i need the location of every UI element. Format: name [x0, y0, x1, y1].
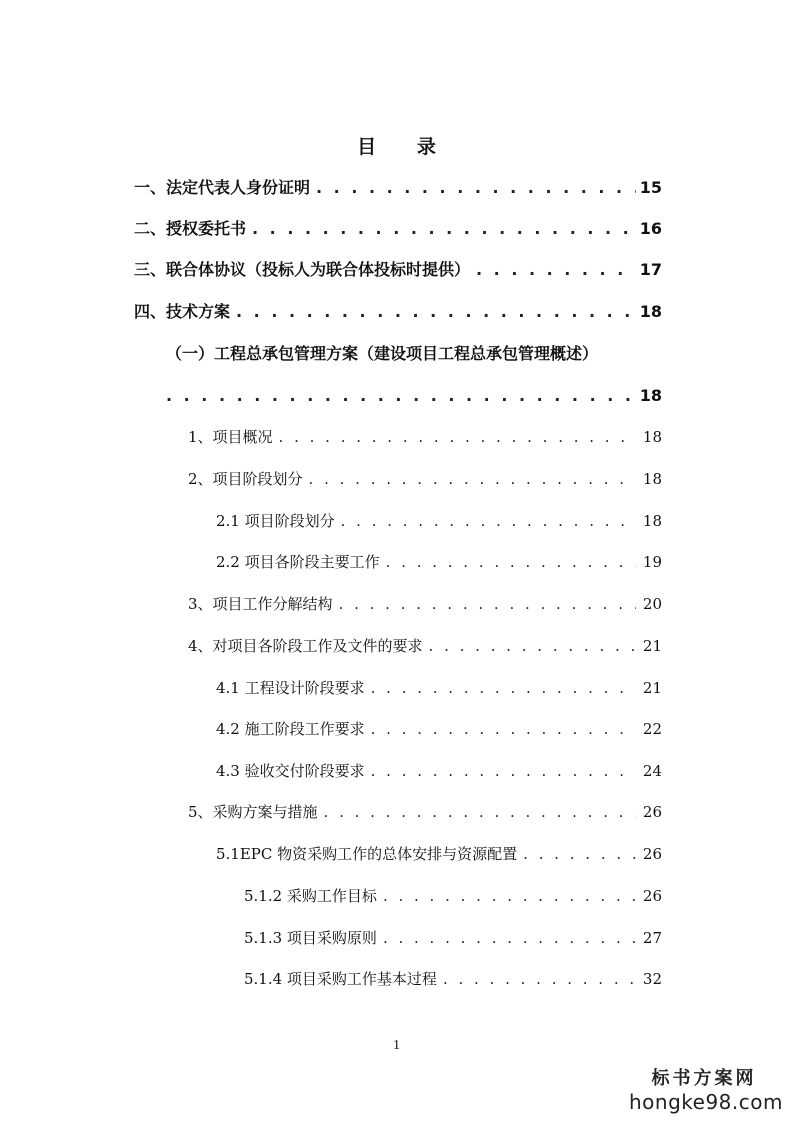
dot-leader: [252, 217, 636, 241]
toc-entry[interactable]: [244, 926, 662, 950]
toc-entry[interactable]: [134, 176, 662, 200]
dot-leader: [429, 634, 636, 658]
watermark-url: hongke98.com: [629, 1090, 783, 1114]
dot-leader: [339, 592, 636, 616]
dot-leader: [371, 759, 636, 783]
toc-entry-page: 18: [642, 428, 662, 446]
toc-entry-page: 17: [639, 260, 662, 279]
toc-entry-label: 二、授权委托书: [134, 219, 247, 238]
toc-entry-label: 三、联合体协议（投标人为联合体投标时提供）: [134, 260, 471, 279]
toc-entry-label: 2、项目阶段划分: [188, 470, 303, 488]
dot-leader: [279, 425, 636, 449]
toc-entry-page: 21: [642, 637, 662, 655]
toc-entry-page: 24: [642, 762, 662, 780]
toc-entry-label: 5.1EPC 物资采购工作的总体安排与资源配置: [216, 845, 518, 863]
toc-entry-label: 4、对项目各阶段工作及文件的要求: [188, 637, 423, 655]
dot-leader: [386, 550, 636, 574]
toc-entry[interactable]: [134, 300, 662, 324]
toc-entry-label: 一、法定代表人身份证明: [134, 178, 311, 197]
toc-entry-page: 15: [639, 178, 662, 197]
dot-leader: [324, 800, 636, 824]
toc-entry-label: 5、采购方案与措施: [188, 803, 318, 821]
toc-entry-page: 27: [642, 929, 662, 947]
dot-leader: [476, 258, 636, 282]
toc-entry[interactable]: [216, 676, 662, 700]
toc-entry-label: 2.2 项目各阶段主要工作: [216, 553, 380, 571]
toc-entry-page: 26: [642, 803, 662, 821]
toc-entry-page: 18: [639, 386, 662, 405]
toc-entry-label: 5.1.2 采购工作目标: [244, 887, 377, 905]
toc-entry-label: 四、技术方案: [134, 302, 231, 321]
toc-entry-label: 3、项目工作分解结构: [188, 595, 333, 613]
toc-entry[interactable]: [216, 842, 662, 866]
toc-entry[interactable]: [216, 509, 662, 533]
toc-entry[interactable]: [216, 550, 662, 574]
dot-leader: [523, 842, 636, 866]
dot-leader: [316, 176, 636, 200]
toc-entry-page: 16: [639, 219, 662, 238]
toc-entry[interactable]: [188, 467, 662, 491]
toc-entry-label: 5.1.4 项目采购工作基本过程: [244, 970, 437, 988]
toc-entry-page: 26: [642, 887, 662, 905]
toc-entry-label[interactable]: （一）工程总承包管理方案（建设项目工程总承包管理概述）: [166, 344, 599, 363]
toc-entry-label: 4.2 施工阶段工作要求: [216, 720, 365, 738]
toc-entry-page: 19: [642, 553, 662, 571]
toc-entry-page: 18: [642, 470, 662, 488]
toc-entry[interactable]: [188, 425, 662, 449]
toc-entry[interactable]: [244, 967, 662, 991]
dot-leader: [166, 384, 636, 408]
toc-entry-page: 32: [642, 970, 662, 988]
toc-entry-label: 1、项目概况: [188, 428, 273, 446]
toc-entry-page: 22: [642, 720, 662, 738]
toc-entry-label: 4.1 工程设计阶段要求: [216, 679, 365, 697]
page-title: 目 录: [357, 136, 453, 158]
dot-leader: [309, 467, 636, 491]
toc-entry-label: 5.1.3 项目采购原则: [244, 929, 377, 947]
toc-entry-page: 26: [642, 845, 662, 863]
toc-entry[interactable]: [216, 759, 662, 783]
toc-entry[interactable]: [134, 258, 662, 282]
toc-entry[interactable]: [188, 592, 662, 616]
toc-entry-label: 2.1 项目阶段划分: [216, 512, 335, 530]
watermark: [629, 1068, 783, 1114]
toc-entry[interactable]: [244, 884, 662, 908]
dot-leader: [371, 676, 636, 700]
dot-leader: [443, 967, 636, 991]
toc-entry-page: 18: [642, 512, 662, 530]
dot-leader: [236, 300, 636, 324]
toc-entry[interactable]: [188, 800, 662, 824]
toc-entry-label: 4.3 验收交付阶段要求: [216, 762, 365, 780]
dot-leader: [341, 509, 636, 533]
dot-leader: [383, 926, 636, 950]
toc-entry[interactable]: [216, 717, 662, 741]
dot-leader: [371, 717, 636, 741]
toc-entry-page: 18: [639, 302, 662, 321]
toc-entry-page: 21: [642, 679, 662, 697]
watermark-brand: 标书方案网: [651, 1068, 757, 1089]
toc-entry-page: 20: [642, 595, 662, 613]
toc-entry[interactable]: [166, 384, 662, 408]
page-number: 1: [393, 1038, 400, 1053]
dot-leader: [383, 884, 636, 908]
toc-entry[interactable]: [134, 217, 662, 241]
toc-entry[interactable]: [188, 634, 662, 658]
